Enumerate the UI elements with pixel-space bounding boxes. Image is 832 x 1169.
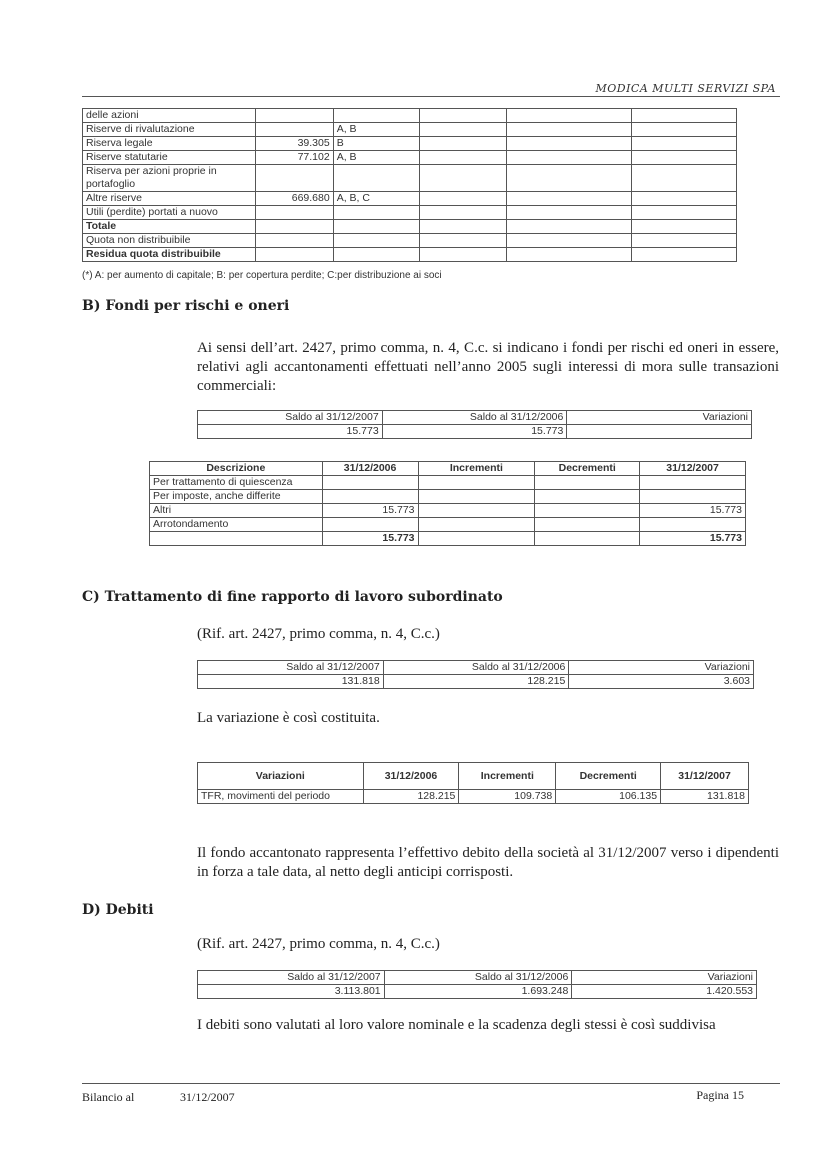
summary-value xyxy=(567,425,752,439)
summary-header: Saldo al 31/12/2006 xyxy=(384,971,572,985)
column-header: 31/12/2007 xyxy=(661,763,749,790)
riserve-label: Altre riserve xyxy=(83,192,256,206)
footer-rule xyxy=(82,1083,780,1084)
table-cell xyxy=(322,518,418,532)
table-cell xyxy=(322,476,418,490)
riserve-value xyxy=(255,206,333,220)
empty-cell xyxy=(419,165,507,192)
footer-page-number: Pagina 15 xyxy=(696,1088,744,1102)
table-cell xyxy=(418,476,535,490)
table-cell: TFR, movimenti del periodo xyxy=(198,790,364,804)
riserve-value xyxy=(255,109,333,123)
summary-value: 3.603 xyxy=(569,675,754,689)
riserve-code: A, B xyxy=(333,123,419,137)
table-cell: Altri xyxy=(150,504,323,518)
empty-cell xyxy=(507,123,632,137)
section-c-detail-table xyxy=(197,762,749,804)
empty-cell xyxy=(419,220,507,234)
header-rule xyxy=(82,96,780,97)
summary-header: Variazioni xyxy=(569,661,754,675)
empty-cell xyxy=(632,165,737,192)
empty-cell xyxy=(632,220,737,234)
empty-cell xyxy=(507,165,632,192)
riserve-label: Riserve di rivalutazione xyxy=(83,123,256,137)
section-b-detail-table xyxy=(149,461,746,546)
column-header: 31/12/2006 xyxy=(363,763,459,790)
table-cell xyxy=(418,518,535,532)
table-cell: 106.135 xyxy=(556,790,661,804)
empty-cell xyxy=(632,234,737,248)
table-cell xyxy=(535,490,640,504)
summary-header: Variazioni xyxy=(572,971,757,985)
empty-cell xyxy=(632,123,737,137)
section-d-ref: (Rif. art. 2427, primo comma, n. 4, C.c.) xyxy=(197,936,440,952)
empty-cell xyxy=(507,206,632,220)
table-cell xyxy=(535,504,640,518)
table-row xyxy=(83,151,737,165)
empty-cell xyxy=(419,137,507,151)
empty-cell xyxy=(632,206,737,220)
column-header: Incrementi xyxy=(418,462,535,476)
column-header: Variazioni xyxy=(198,763,364,790)
riserve-code: B xyxy=(333,137,419,151)
summary-value: 1.420.553 xyxy=(572,985,757,999)
empty-cell xyxy=(419,123,507,137)
empty-cell xyxy=(632,109,737,123)
table-cell xyxy=(418,490,535,504)
riserve-code xyxy=(333,248,419,262)
table-cell xyxy=(640,490,746,504)
table-cell xyxy=(535,518,640,532)
table-cell xyxy=(418,532,535,546)
riserve-label: Totale xyxy=(83,220,256,234)
column-header: 31/12/2006 xyxy=(322,462,418,476)
table-cell: Per imposte, anche differite xyxy=(150,490,323,504)
section-c-paragraph: Il fondo accantonato rappresenta l’effettivo debito della società al 31/12/2007 verso i dipendenti in forza a tale data, al netto degli anticipi corrisposti. xyxy=(197,845,779,880)
table-cell xyxy=(418,504,535,518)
table-row xyxy=(83,248,737,262)
empty-cell xyxy=(632,151,737,165)
riserve-label: Riserva per azioni proprie in portafoglio xyxy=(83,165,256,192)
empty-cell xyxy=(419,206,507,220)
empty-cell xyxy=(507,192,632,206)
table-cell xyxy=(640,476,746,490)
company-name: MODICA MULTI SERVIZI SPA xyxy=(595,82,776,95)
summary-header: Saldo al 31/12/2007 xyxy=(198,971,385,985)
summary-value: 131.818 xyxy=(198,675,384,689)
empty-cell xyxy=(419,234,507,248)
table-row xyxy=(150,504,746,518)
table-cell: 15.773 xyxy=(322,532,418,546)
empty-cell xyxy=(419,109,507,123)
table-cell: 15.773 xyxy=(640,504,746,518)
summary-header: Saldo al 31/12/2007 xyxy=(198,411,383,425)
table-row xyxy=(150,532,746,546)
riserve-label: Quota non distribuibile xyxy=(83,234,256,248)
empty-cell xyxy=(419,248,507,262)
summary-value: 3.113.801 xyxy=(198,985,385,999)
table-cell xyxy=(322,490,418,504)
riserve-value: 39.305 xyxy=(255,137,333,151)
table-row xyxy=(83,234,737,248)
empty-cell xyxy=(507,137,632,151)
riserve-code: A, B xyxy=(333,151,419,165)
riserve-code xyxy=(333,234,419,248)
summary-header: Saldo al 31/12/2007 xyxy=(198,661,384,675)
table-row xyxy=(83,165,737,192)
table-cell xyxy=(150,532,323,546)
table-cell xyxy=(640,518,746,532)
table-row xyxy=(83,123,737,137)
summary-header: Saldo al 31/12/2006 xyxy=(383,661,569,675)
table-row xyxy=(150,490,746,504)
section-c-note: La variazione è così costituita. xyxy=(197,710,380,726)
section-c-summary-table xyxy=(197,660,754,689)
riserve-code xyxy=(333,206,419,220)
summary-value: 15.773 xyxy=(198,425,383,439)
table-cell: Per trattamento di quiescenza xyxy=(150,476,323,490)
table-row xyxy=(83,192,737,206)
riserve-value: 669.680 xyxy=(255,192,333,206)
summary-value: 1.693.248 xyxy=(384,985,572,999)
section-d-title: D) Debiti xyxy=(82,902,154,918)
riserve-value: 77.102 xyxy=(255,151,333,165)
riserve-value xyxy=(255,165,333,192)
table-cell xyxy=(535,476,640,490)
column-header: 31/12/2007 xyxy=(640,462,746,476)
summary-value: 15.773 xyxy=(382,425,567,439)
table-cell: Arrotondamento xyxy=(150,518,323,532)
riserve-code xyxy=(333,165,419,192)
table-cell: 128.215 xyxy=(363,790,459,804)
riserve-value xyxy=(255,248,333,262)
empty-cell xyxy=(419,192,507,206)
riserve-code: A, B, C xyxy=(333,192,419,206)
empty-cell xyxy=(507,234,632,248)
column-header: Descrizione xyxy=(150,462,323,476)
riserve-value xyxy=(255,220,333,234)
empty-cell xyxy=(632,248,737,262)
table-row xyxy=(150,518,746,532)
table-row xyxy=(150,476,746,490)
column-header: Incrementi xyxy=(459,763,556,790)
riserve-value xyxy=(255,123,333,137)
section-b-title: B) Fondi per rischi e oneri xyxy=(82,298,290,314)
riserve-value xyxy=(255,234,333,248)
table-row xyxy=(198,790,749,804)
empty-cell xyxy=(632,137,737,151)
summary-header: Variazioni xyxy=(567,411,752,425)
empty-cell xyxy=(632,192,737,206)
column-header: Decrementi xyxy=(535,462,640,476)
riserve-label: delle azioni xyxy=(83,109,256,123)
empty-cell xyxy=(419,151,507,165)
empty-cell xyxy=(507,109,632,123)
table-row xyxy=(83,220,737,234)
section-b-summary-table xyxy=(197,410,752,439)
riserve-label: Riserve statutarie xyxy=(83,151,256,165)
section-d-paragraph: I debiti sono valutati al loro valore nominale e la scadenza degli stessi è così suddivisa xyxy=(197,1017,716,1033)
table-cell: 15.773 xyxy=(322,504,418,518)
footer-label: Bilancio al xyxy=(82,1090,135,1104)
table-row xyxy=(83,137,737,151)
section-b-paragraph: Ai sensi dell’art. 2427, primo comma, n. 4, C.c. si indicano i fondi per rischi ed oneri in essere, relativi agli accantonamenti effettuati nell’anno 2005 sugli interessi di mora sulle transazioni commerciali: xyxy=(197,340,779,394)
riserve-label: Riserva legale xyxy=(83,137,256,151)
riserve-code xyxy=(333,109,419,123)
empty-cell xyxy=(507,151,632,165)
empty-cell xyxy=(507,248,632,262)
riserve-code xyxy=(333,220,419,234)
section-c-title: C) Trattamento di fine rapporto di lavoro subordinato xyxy=(82,589,503,605)
summary-value: 128.215 xyxy=(383,675,569,689)
summary-header: Saldo al 31/12/2006 xyxy=(382,411,567,425)
table-row xyxy=(83,109,737,123)
section-c-ref: (Rif. art. 2427, primo comma, n. 4, C.c.) xyxy=(197,626,440,642)
section-d-summary-table xyxy=(197,970,757,999)
footer-date: 31/12/2007 xyxy=(180,1090,235,1104)
table-cell: 109.738 xyxy=(459,790,556,804)
table-cell xyxy=(535,532,640,546)
table-row xyxy=(83,206,737,220)
empty-cell xyxy=(507,220,632,234)
riserve-table xyxy=(82,108,737,262)
table-cell: 131.818 xyxy=(661,790,749,804)
riserve-label: Residua quota distribuibile xyxy=(83,248,256,262)
table-cell: 15.773 xyxy=(640,532,746,546)
riserve-footnote: (*) A: per aumento di capitale; B: per copertura perdite; C:per distribuzione ai soci xyxy=(82,270,442,281)
column-header: Decrementi xyxy=(556,763,661,790)
riserve-label: Utili (perdite) portati a nuovo xyxy=(83,206,256,220)
